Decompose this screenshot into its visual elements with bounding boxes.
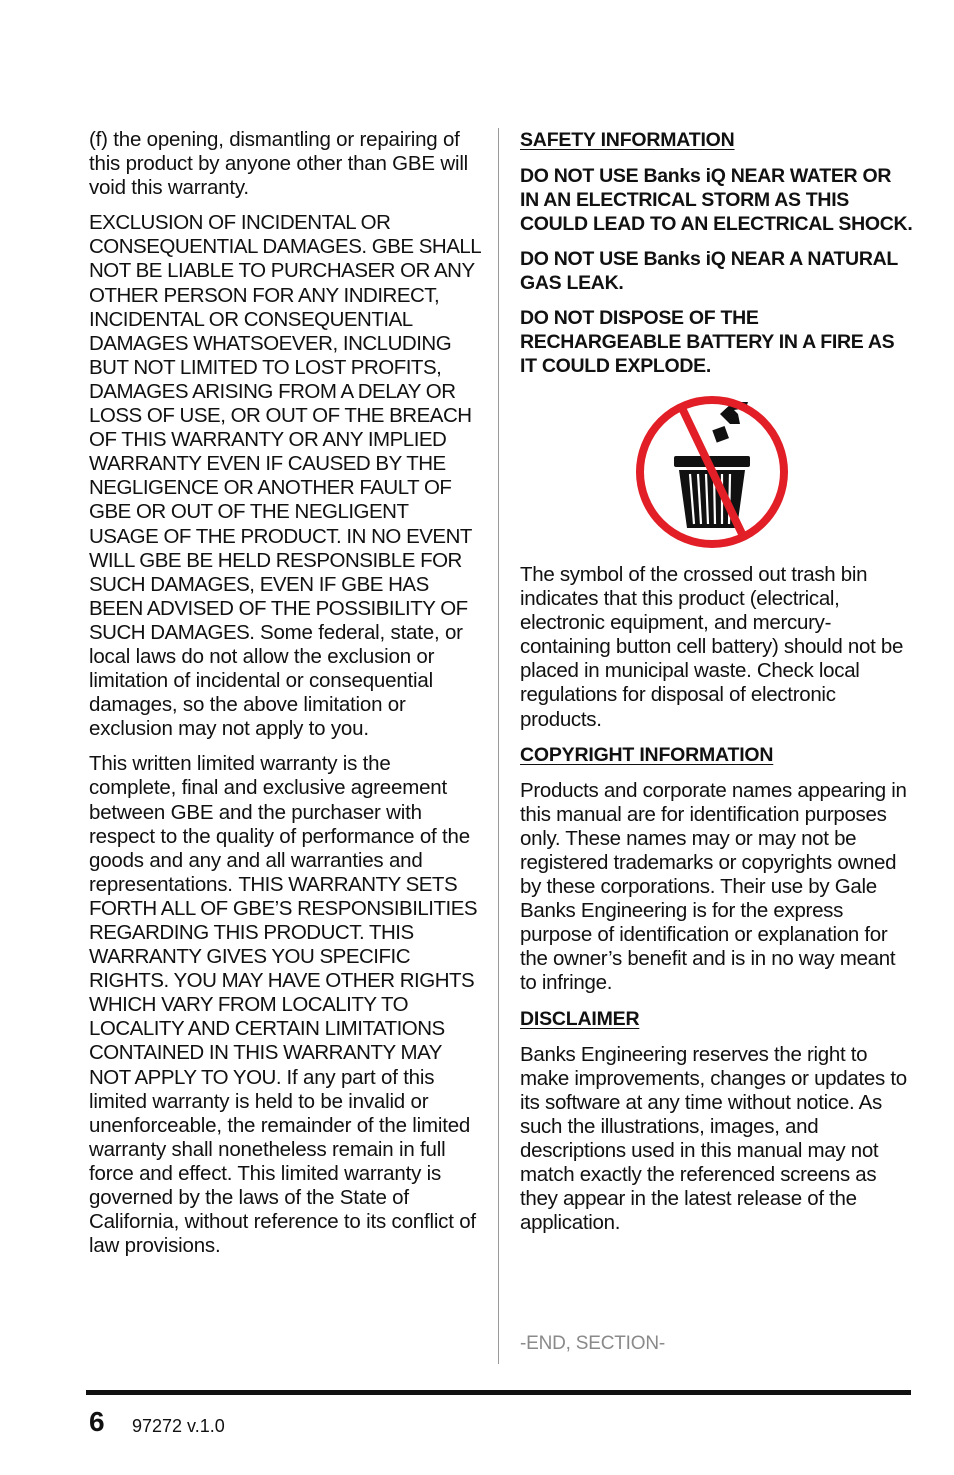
end-section-marker: -END, SECTION- <box>520 1333 665 1354</box>
agreement-tail-text: If any part of this limited warranty is held to be invalid or unenforceable, the remainder of the limited warranty shall nonetheless remain in full force and effect. This limited warranty is governed by the laws of the State of California, without reference to its conflict of law provisions. <box>89 1065 476 1258</box>
agreement-paragraph <box>89 752 481 1258</box>
agreement-uppercase-text: THIS WARRANTY SETS FORTH ALL OF GBE’S RESPONSIBILITIES REGARDING THIS PRODUCT. THIS WARRANTY GIVES YOU SPECIFIC RIGHTS. YOU MAY HAVE OTHER RIGHTS WHICH VARY FROM LOCALITY TO LOCALITY AND CERTAIN LIMITATIONS CONTAINED IN THIS WARRANTY MAY NOT APPLY TO YOU. <box>89 872 478 1089</box>
disclaimer-text: Banks Engineering reserves the right to make improvements, changes or updates to its software at any time without notice. As such the illustrations, images, and descriptions used in this manual may not match exactly the referenced screens as they appear in the latest release of the application. <box>520 1042 907 1235</box>
disclaimer-heading: DISCLAIMER <box>520 1007 640 1030</box>
footer-rule <box>86 1390 911 1395</box>
trash-symbol-container <box>520 394 915 555</box>
exclusion-uppercase-text: EXCLUSION OF INCIDENTAL OR CONSEQUENTIAL DAMAGES. GBE SHALL NOT BE LIABLE TO PURCHASER OR ANY OTHER PERSON FOR ANY INDIRECT, INCIDENTAL OR CONSEQUENTIAL DAMAGES WHATSOEVER, INCLUDING BUT NOT LIMITED TO LOST PROFITS, DAMAGES ARISING FROM A DELAY OR LOSS OF USE, OR OUT OF THE BREACH OF THIS WARRANTY OR ANY IMPLIED WARRANTY EVEN IF CAUSED BY THE NEGLIGENCE OR ANOTHER FAULT OF GBE OR OUT OF THE NEGLIGENT USAGE OF THE PRODUCT. IN NO EVENT WILL GBE BE HELD RESPONSIBLE FOR SUCH DAMAGES, EVEN IF GBE HAS BEEN ADVISED OF THE POSSIBILITY OF SUCH DAMAGES. <box>89 211 481 644</box>
agreement-intro-text: This written limited warranty is the complete, final and exclusive agreement between GBE and the purchaser with respect to the quality of performance of the goods and any and all warranties and representations. <box>89 752 470 896</box>
safety-heading: SAFETY INFORMATION <box>520 129 735 151</box>
warning-gas: DO NOT USE Banks iQ NEAR A NATURAL GAS LEAK. <box>520 248 898 294</box>
column-divider <box>498 128 499 1364</box>
exclusion-tail-text: Some federal, state, or local laws do not allow the exclusion or limitation of incidental or consequential damages, so the above limitation or exclusion may not apply to you. <box>89 620 463 741</box>
warning-battery: DO NOT DISPOSE OF THE RECHARGEABLE BATTERY IN A FIRE AS IT COULD EXPLODE. <box>520 307 895 377</box>
copyright-text: Products and corporate names appearing in this manual are for identification purposes only. These names may or may not be registered trademarks or copyrights owned by these corporations. Their use by Gale Banks Engineering is for the express purpose of identification or explanation for the owner’s benefit and is in no way meant to infringe. <box>520 778 907 995</box>
left-column <box>89 128 481 1269</box>
copyright-heading: COPYRIGHT INFORMATION <box>520 743 774 766</box>
trash-symbol-description: The symbol of the crossed out trash bin indicates that this product (electrical, electronic equipment, and mercury-containing button cell battery) should not be placed in municipal waste. Check local regulations for disposal of electronic products. <box>520 563 904 731</box>
warning-water: DO NOT USE Banks iQ NEAR WATER OR IN AN ELECTRICAL STORM AS THIS COULD LEAD TO AN ELECTRICAL SHOCK. <box>520 165 913 235</box>
exclusion-paragraph <box>89 211 481 741</box>
crossed-out-trash-bin-icon <box>634 394 790 550</box>
warranty-void-clause: (f) the opening, dismantling or repairing of this product by anyone other than GBE will void this warranty. <box>89 128 469 200</box>
right-column <box>520 128 915 1246</box>
document-id: 97272 v.1.0 <box>132 1416 225 1436</box>
page-number: 6 <box>89 1406 105 1437</box>
